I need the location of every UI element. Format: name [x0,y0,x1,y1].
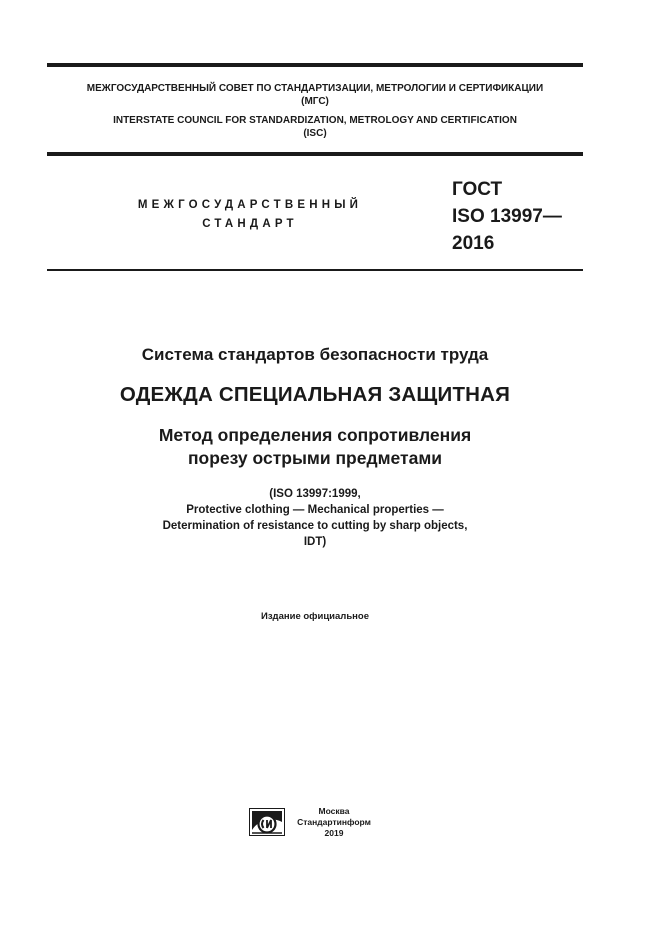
lower-rule [47,269,583,271]
gost-number: ISO 13997— [452,206,562,227]
edition-label: Издание официальное [261,611,369,622]
top-rule [47,63,583,67]
standard-type-line1: МЕЖГОСУДАРСТВЕННЫЙ [137,199,363,211]
council-ru-abbr: (МГС) [301,96,329,107]
iso-reference-line4: IDT) [303,536,327,548]
standard-type-line2: СТАНДАРТ [202,218,298,230]
council-en-name: INTERSTATE COUNCIL FOR STANDARDIZATION, METROLOGY AND CERTIFICATION [113,115,517,126]
standartinform-logo-icon [249,808,285,836]
main-title: ОДЕЖДА СПЕЦИАЛЬНАЯ ЗАЩИТНАЯ [119,383,511,406]
subtitle-line2: порезу острыми предметами [187,448,443,468]
iso-reference-line2: Protective clothing — Mechanical properties — [186,504,444,516]
gost-year: 2016 [452,233,495,254]
standard-type [110,196,390,234]
council-en-abbr: (ISC) [303,128,327,139]
council-ru-block [47,82,583,108]
subtitle-line1: Метод определения сопротивления [158,425,472,445]
standards-system-title: Система стандартов безопасности труда [141,345,489,364]
publisher-block [294,806,374,839]
publisher-city: Москва [318,806,350,816]
publisher-name: Стандартинформ [297,817,371,827]
publisher-year: 2019 [324,828,344,838]
council-en-block [47,114,583,140]
council-ru-name: МЕЖГОСУДАРСТВЕННЫЙ СОВЕТ ПО СТАНДАРТИЗАЦИИ, МЕТРОЛОГИИ И СЕРТИФИКАЦИИ [86,83,544,94]
gost-label: ГОСТ [452,179,503,200]
iso-reference-line1: (ISO 13997:1999, [269,488,361,500]
middle-rule [47,152,583,156]
subtitle [47,424,583,470]
gost-designation [452,176,562,257]
iso-reference [47,486,583,550]
iso-reference-line3: Determination of resistance to cutting by sharp objects, [162,520,468,532]
